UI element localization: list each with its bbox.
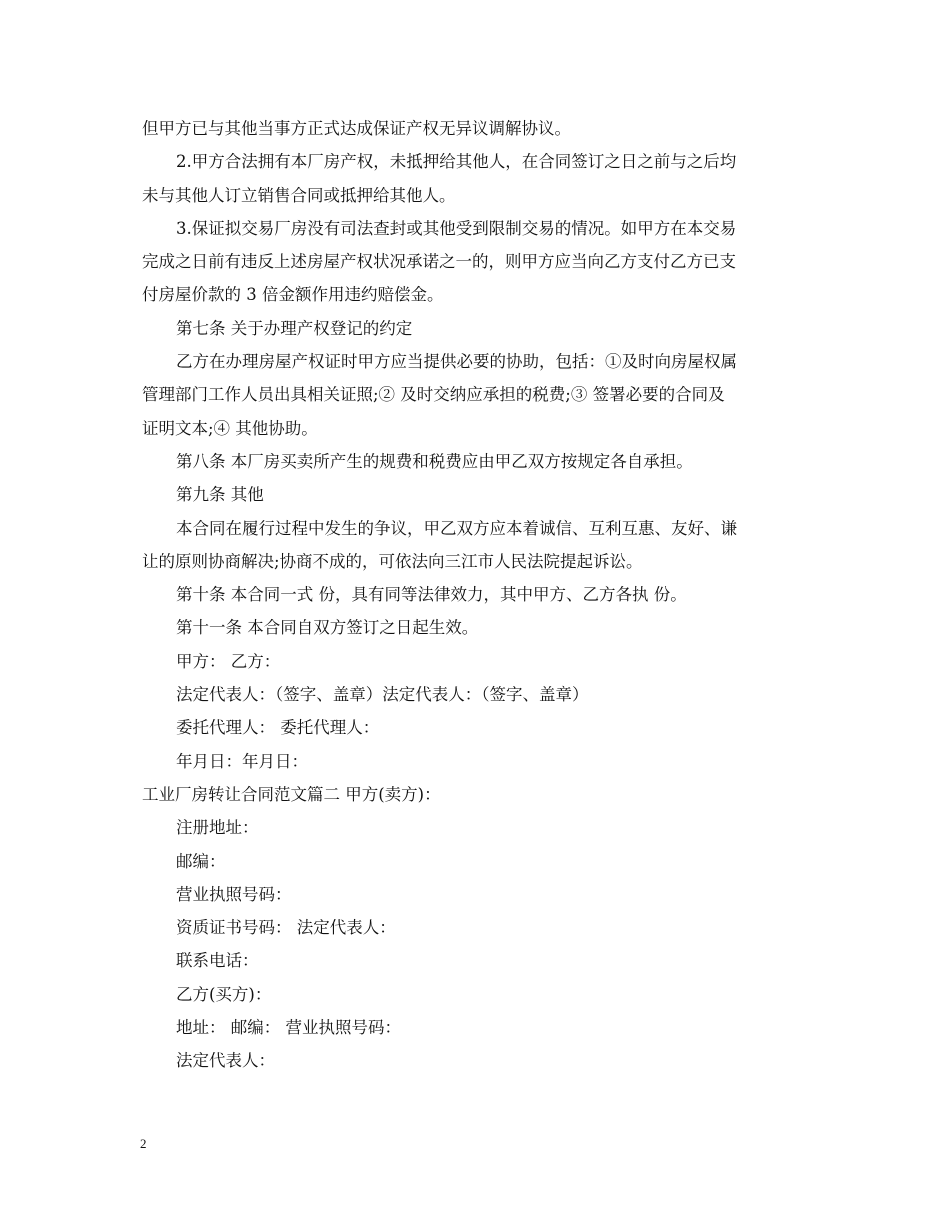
text-line: 注册地址： [176,818,259,838]
text-line: 证明文本;④ 其他协助。 [142,418,318,438]
page-number: 2 [140,1136,147,1151]
document-body [142,112,822,1078]
text-line: 法定代表人：（签字、盖章）法定代表人：（签字、盖章） [176,685,589,705]
text-line: 甲方： 乙方： [176,651,281,671]
text-line: 资质证书号码： 法定代表人： [176,918,396,938]
text-line: 未与其他人订立销售合同或抵押给其他人。 [142,185,456,205]
text-line: 本合同在履行过程中发生的争议，甲乙双方应本着诚信、互利互惠、友好、谦 [176,518,737,538]
text-line: 邮编： [176,851,226,871]
text-line: 乙方在办理房屋产权证时甲方应当提供必要的协助，包括：①及时向房屋权属 [176,352,737,372]
text-line: 营业执照号码： [176,884,292,904]
text-line: 管理部门工作人员出具相关证照;② 及时交纳应承担的税费;③ 签署必要的合同及 [142,385,725,405]
text-line: 第十一条 本合同自双方签订之日起生效。 [176,618,479,638]
text-line: 第十条 本合同一式 份，具有同等法律效力，其中甲方、乙方各执 份。 [176,585,687,605]
text-line: 3.保证拟交易厂房没有司法查封或其他受到限制交易的情况。如甲方在本交易 [176,218,737,238]
text-line: 第八条 本厂房买卖所产生的规费和税费应由甲乙双方按规定各自承担。 [176,451,693,471]
text-line: 完成之日前有违反上述房屋产权状况承诺之一的，则甲方应当向乙方支付乙方已支 [142,252,736,272]
text-line: 年月日：年月日： [176,751,308,771]
text-line: 但甲方已与其他当事方正式达成保证产权无异议调解协议。 [142,119,571,138]
text-line: 付房屋价款的 3 倍金额作用违约赔偿金。 [142,285,444,305]
text-line: 法定代表人： [176,1051,275,1071]
text-line: 第九条 其他 [176,485,264,505]
text-line: 2.甲方合法拥有本厂房产权，未抵押给其他人，在合同签订之日之前与之后均 [176,152,737,172]
text-line: 乙方(买方)： [176,984,272,1004]
text-line: 第七条 关于办理产权登记的约定 [176,318,413,338]
text-line: 工业厂房转让合同范文篇二 甲方(卖方)： [142,784,441,804]
text-line: 地址： 邮编： 营业执照号码： [176,1018,401,1038]
text-line: 联系电话： [176,951,259,971]
text-line: 让的原则协商解决;协商不成的，可依法向三江市人民法院提起诉讼。 [142,551,643,571]
text-line: 委托代理人： 委托代理人： [176,718,380,738]
